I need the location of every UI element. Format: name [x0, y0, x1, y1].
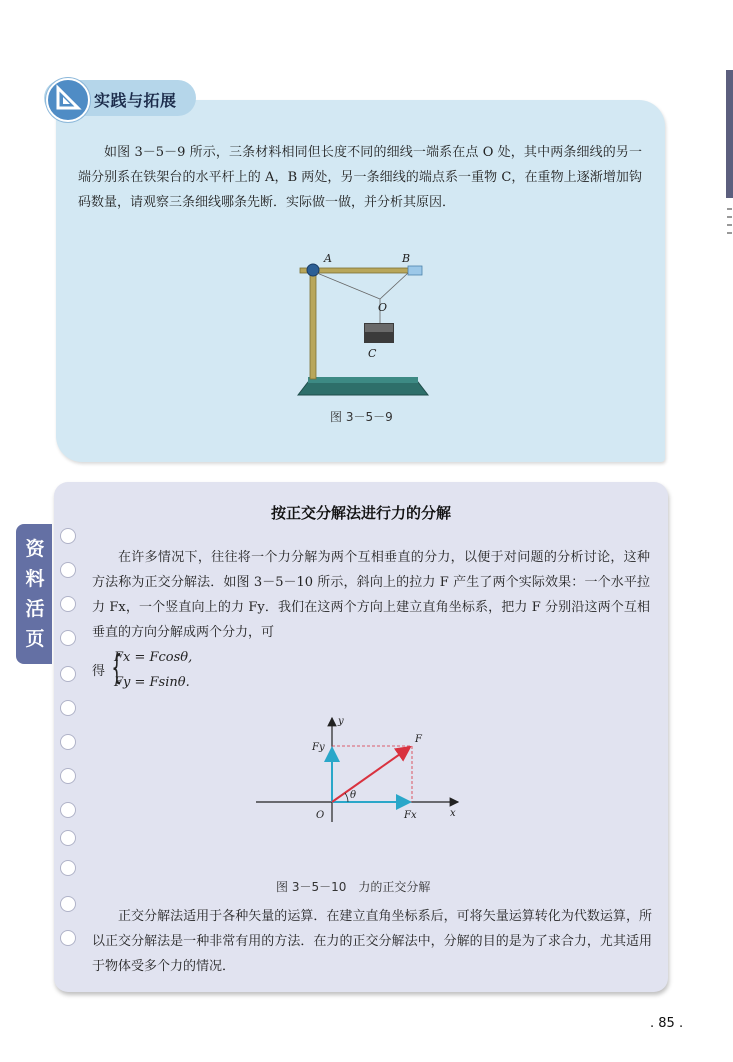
chapter-edge-tab [726, 70, 733, 198]
label-theta: θ [350, 790, 357, 801]
label-o: O [378, 301, 388, 314]
info-text-2: 正交分解法适用于各种矢量的运算．在建立直角坐标系后，可将矢量运算转化为代数运算，所以正交分解法是一种非常有用的方法．在力的正交分解法中，分解的目的是为了求合力，尤其适用于物体受多个力的情况． [92, 909, 652, 974]
label-b: B [402, 252, 411, 265]
edge-marks [727, 202, 733, 282]
info-text-1: 在许多情况下，往往将一个力分解为两个互相垂直的分力，以便于对问题的分析讨论，这种方法称为正交分解法．如图 3－5－10 所示，斜向上的拉力 F 产生了两个实际效果：一个水平拉力 Fx，一个竖直向上的力 Fy．我们在这两个方向上建立直角坐标系，把力 F 分别沿这两个互相垂直的方向分解成两个分力，可 [92, 550, 650, 640]
figure-caption-3-5-9: 图 3－5－9 [330, 410, 393, 424]
label-y: y [338, 716, 344, 727]
eq-lead: 得 [92, 664, 106, 679]
force-decomposition-diagram [252, 712, 472, 824]
stand-diagram [280, 245, 460, 400]
brace: { [111, 648, 123, 688]
side-tab-label: 资料活页 [25, 538, 45, 650]
equation-fx: Fx = Fcosθ, [114, 650, 193, 665]
page-number: . 85 . [650, 1016, 684, 1031]
info-paragraph-1 [92, 545, 650, 645]
label-a: A [324, 252, 332, 265]
label-fx: Fx [404, 810, 417, 821]
ruler-triangle-icon [46, 78, 90, 122]
info-title: 按正交分解法进行力的分解 [270, 504, 451, 522]
label-fy: Fy [312, 742, 325, 753]
equation-fy: Fy = Fsinθ. [114, 675, 190, 690]
label-x: x [450, 808, 456, 819]
practice-paragraph [78, 140, 642, 215]
practice-title: 实践与拓展 [94, 91, 177, 110]
practice-text: 如图 3－5－9 所示，三条材料相同但长度不同的细线一端系在点 O 处，其中两条细线的另一端分别系在铁架台的水平杆上的 A，B 两处，另一条细线的端点系一重物 C，在重物上逐渐增加钩码数量，请观察三条细线哪条先断．实际做一做，并分析其原因． [78, 145, 642, 210]
label-f: F [415, 734, 422, 745]
info-paragraph-2 [92, 904, 652, 979]
figure-caption-3-5-10: 图 3－5－10 力的正交分解 [276, 880, 431, 894]
label-c: C [368, 347, 377, 360]
side-tab [16, 524, 52, 664]
label-origin: O [316, 810, 325, 821]
